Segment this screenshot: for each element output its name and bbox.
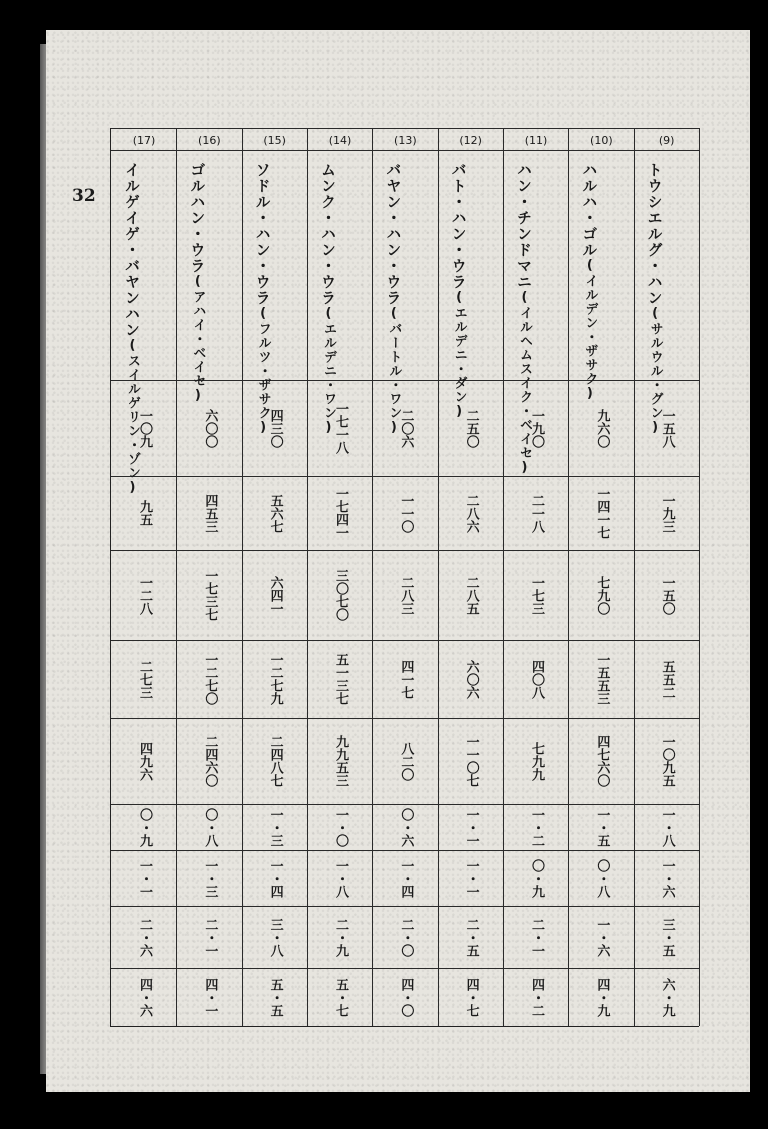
table-cell — [568, 380, 634, 476]
column-name-sub: (バートル・ワン) — [386, 306, 402, 436]
cell-value: 二五〇 — [463, 408, 479, 448]
cell-value: 九五 — [137, 500, 152, 526]
cell-value: 〇・六 — [398, 807, 414, 847]
cell-value: 六四一 — [267, 575, 283, 615]
page-number: 32 — [72, 186, 96, 206]
cell-value: 〇・八 — [202, 807, 218, 847]
column-name — [644, 162, 666, 436]
table-cell — [242, 850, 308, 906]
table-cell — [111, 850, 177, 906]
column-name — [252, 162, 274, 436]
cell-value: 一〇九 — [137, 408, 152, 448]
table-cell — [307, 718, 373, 804]
table-cell — [634, 640, 700, 718]
table-cell — [634, 850, 700, 906]
table-cell — [438, 476, 504, 550]
cell-value: 五・七 — [333, 977, 348, 1017]
cell-value: 四三〇 — [267, 408, 283, 448]
cell-value: 二四八七 — [267, 735, 283, 787]
column-name-sub: (イルデン・ザサク) — [582, 258, 598, 402]
table-cell — [111, 476, 177, 550]
cell-value: 〇・八 — [594, 858, 610, 898]
cell-value: 二八三 — [398, 575, 414, 615]
table-cell — [372, 380, 438, 476]
table-cell — [503, 804, 569, 850]
table-cell — [307, 640, 373, 718]
table-cell — [438, 550, 504, 640]
table-cell — [242, 968, 308, 1026]
cell-value: 三・五 — [659, 917, 675, 957]
table-cell — [242, 906, 308, 968]
cell-value: 四七六〇 — [594, 735, 610, 787]
cell-value: 一五八 — [659, 408, 675, 448]
column-name-sub: (スイルゲリン・ゾン) — [125, 338, 140, 496]
table-cell — [176, 718, 242, 804]
table-cell — [176, 550, 242, 640]
table-cell — [438, 804, 504, 850]
table-cell — [111, 640, 177, 718]
cell-value: 一・二 — [529, 807, 544, 847]
column-name — [513, 162, 535, 476]
table-cell — [372, 804, 438, 850]
table-cell — [634, 718, 700, 804]
table-cell — [372, 850, 438, 906]
cell-value: 六〇六 — [463, 659, 479, 699]
column-name — [317, 162, 339, 436]
table-cell — [111, 968, 177, 1026]
table-cell — [438, 968, 504, 1026]
table-cell — [503, 476, 569, 550]
cell-value: 二一八 — [529, 493, 544, 533]
column-name-main: トウシエルグ・ハン — [645, 162, 664, 306]
table-row-line — [111, 128, 699, 129]
table-cell — [634, 968, 700, 1026]
cell-value: 二七三 — [137, 659, 152, 699]
table-cell — [176, 850, 242, 906]
cell-value: 四一七 — [398, 659, 414, 699]
cell-value: 四・九 — [594, 977, 610, 1017]
cell-value: 二・一 — [202, 917, 218, 957]
table-cell — [111, 380, 177, 476]
column-name — [186, 162, 208, 404]
cell-value: 一二七〇 — [202, 653, 218, 705]
column-name-main: ハン・チンドマニ — [515, 162, 533, 290]
cell-value: 四・一 — [202, 977, 218, 1017]
table-cell — [111, 550, 177, 640]
cell-value: 三〇七〇 — [333, 569, 348, 621]
cell-value: 一・六 — [594, 917, 610, 957]
cell-value: 一・一 — [137, 858, 152, 898]
cell-value: 二八六 — [463, 493, 479, 533]
table-cell — [307, 804, 373, 850]
cell-value: 五六七 — [267, 493, 283, 533]
cell-value: 五一三七 — [333, 653, 348, 705]
cell-value: 五・五 — [267, 977, 283, 1017]
table-cell — [307, 476, 373, 550]
table-cell — [242, 380, 308, 476]
column-number: (17) — [132, 134, 156, 147]
cell-value: 一・四 — [398, 858, 414, 898]
table-cell — [242, 718, 308, 804]
cell-value: 一・三 — [267, 807, 283, 847]
table-cell — [242, 476, 308, 550]
table-cell — [438, 640, 504, 718]
cell-value: 一一〇七 — [463, 735, 479, 787]
cell-value: 一七三 — [529, 575, 544, 615]
cell-value: 一九三 — [659, 493, 675, 533]
cell-value: 一二七九 — [267, 653, 283, 705]
table-cell — [634, 380, 700, 476]
table-cell — [568, 804, 634, 850]
cell-value: 一・六 — [659, 858, 675, 898]
table-cell — [242, 640, 308, 718]
cell-value: 〇・九 — [137, 807, 152, 847]
cell-value: 一〇九五 — [659, 735, 675, 787]
cell-value: 八二〇 — [398, 741, 414, 781]
column-name-sub: (エルデニ・ダン) — [451, 290, 467, 420]
cell-value: 七九九 — [529, 741, 544, 781]
table-row-line — [111, 150, 699, 151]
cell-value: 一七一八 — [333, 402, 348, 454]
column-number: (13) — [394, 134, 417, 147]
column-name-sub: (エルデニ・ワン) — [321, 306, 336, 436]
cell-value: 一・四 — [267, 858, 283, 898]
cell-value: 一五五三 — [594, 653, 610, 705]
table-cell — [372, 476, 438, 550]
table-cell — [503, 550, 569, 640]
cell-value: 七九〇 — [594, 575, 610, 615]
table-cell — [503, 718, 569, 804]
table-cell — [307, 550, 373, 640]
cell-value: 一・八 — [333, 858, 348, 898]
table-cell — [634, 906, 700, 968]
cell-value: 六〇〇 — [202, 408, 218, 448]
cell-value: 四五三 — [202, 493, 218, 533]
table-cell — [307, 968, 373, 1026]
cell-value: 一・〇 — [333, 807, 348, 847]
cell-value: 一一〇 — [398, 493, 414, 533]
cell-value: 一・五 — [594, 807, 610, 847]
cell-value: 二八五 — [463, 575, 479, 615]
column-name-sub: (アハイ・ベイセ) — [190, 274, 206, 404]
cell-value: 一・三 — [202, 858, 218, 898]
table-cell — [111, 804, 177, 850]
table-cell — [176, 906, 242, 968]
table-cell — [634, 804, 700, 850]
cell-value: 一九〇 — [529, 408, 544, 448]
cell-value: 一五〇 — [659, 575, 675, 615]
cell-value: 一七四一 — [333, 487, 348, 539]
cell-value: 〇・九 — [529, 858, 544, 898]
cell-value: 一・八 — [659, 807, 675, 847]
column-name-main: ソドル・ハン・ウラ — [253, 162, 272, 306]
cell-value: 四〇八 — [529, 659, 544, 699]
cell-value: 二四六〇 — [202, 735, 218, 787]
table-cell — [438, 380, 504, 476]
cell-value: 一七三七 — [202, 569, 218, 621]
cell-value: 六・九 — [659, 977, 675, 1017]
column-number: (15) — [263, 134, 286, 147]
column-name-main: ムンク・ハン・ウラ — [319, 162, 337, 306]
table-cell — [438, 850, 504, 906]
column-number: (12) — [459, 134, 482, 147]
table-cell — [242, 804, 308, 850]
table-cell — [176, 968, 242, 1026]
column-number: (11) — [524, 134, 548, 147]
table-cell — [307, 906, 373, 968]
table-cell — [568, 850, 634, 906]
table-cell — [372, 550, 438, 640]
table-cell — [176, 476, 242, 550]
column-name-sub: (フルツ・ザサク) — [255, 306, 271, 436]
table-cell — [372, 718, 438, 804]
table-cell — [568, 718, 634, 804]
table-cell — [568, 550, 634, 640]
table-cell — [503, 640, 569, 718]
table-cell — [634, 550, 700, 640]
column-name — [382, 162, 404, 436]
table-cell — [372, 968, 438, 1026]
column-number: (10) — [590, 134, 613, 147]
table-cell — [111, 906, 177, 968]
cell-value: 二・一 — [529, 917, 544, 957]
cell-value: 二・五 — [463, 917, 479, 957]
cell-value: 二・六 — [137, 917, 152, 957]
table-cell — [111, 718, 177, 804]
table-cell — [176, 640, 242, 718]
column-name-sub: (サルウル・グン) — [647, 306, 663, 436]
cell-value: 二・〇 — [398, 917, 414, 957]
table-cell — [438, 718, 504, 804]
cell-value: 五五二 — [659, 659, 675, 699]
table-cell — [176, 804, 242, 850]
column-number: (16) — [198, 134, 221, 147]
cell-value: 四・〇 — [398, 977, 414, 1017]
column-name — [121, 162, 143, 496]
table-cell — [503, 850, 569, 906]
data-table — [110, 128, 699, 1027]
table-cell — [568, 968, 634, 1026]
table-cell — [568, 906, 634, 968]
column-name — [448, 162, 470, 420]
cell-value: 四・二 — [529, 977, 544, 1017]
table-cell — [242, 550, 308, 640]
cell-value: 九六〇 — [594, 408, 610, 448]
table-cell — [568, 476, 634, 550]
table-cell — [438, 906, 504, 968]
column-name-main: ゴルハン・ウラ — [188, 162, 207, 274]
cell-value: 四九六 — [137, 741, 152, 781]
cell-value: 四・七 — [463, 977, 479, 1017]
table-cell — [503, 380, 569, 476]
column-name-main: イルゲイゲ・バヤンハン — [123, 162, 141, 338]
cell-value: 一四一七 — [594, 487, 610, 539]
table-cell — [307, 850, 373, 906]
cell-value: 九九五三 — [333, 735, 348, 787]
column-name-main: バヤン・ハン・ウラ — [384, 162, 403, 306]
table-cell — [568, 640, 634, 718]
table-cell — [503, 968, 569, 1026]
column-name-main: ハルハ・ゴル — [580, 162, 599, 258]
cell-value: 二・九 — [333, 917, 348, 957]
cell-value: 四・六 — [137, 977, 152, 1017]
table-cell — [634, 476, 700, 550]
table-cell — [176, 380, 242, 476]
column-number: (9) — [658, 134, 675, 147]
column-name-main: バト・ハン・ウラ — [449, 162, 468, 290]
table-cell — [372, 906, 438, 968]
cell-value: 一・一 — [463, 807, 479, 847]
column-name — [578, 162, 600, 402]
table-cell — [372, 640, 438, 718]
cell-value: 一・一 — [463, 858, 479, 898]
cell-value: 三・八 — [267, 917, 283, 957]
column-number: (14) — [328, 134, 352, 147]
table-cell — [503, 906, 569, 968]
cell-value: 一二八 — [137, 575, 152, 615]
table-cell — [307, 380, 373, 476]
column-name-sub: (イルヘムスイク・ベイセ) — [517, 290, 532, 476]
cell-value: 二〇六 — [398, 408, 414, 448]
